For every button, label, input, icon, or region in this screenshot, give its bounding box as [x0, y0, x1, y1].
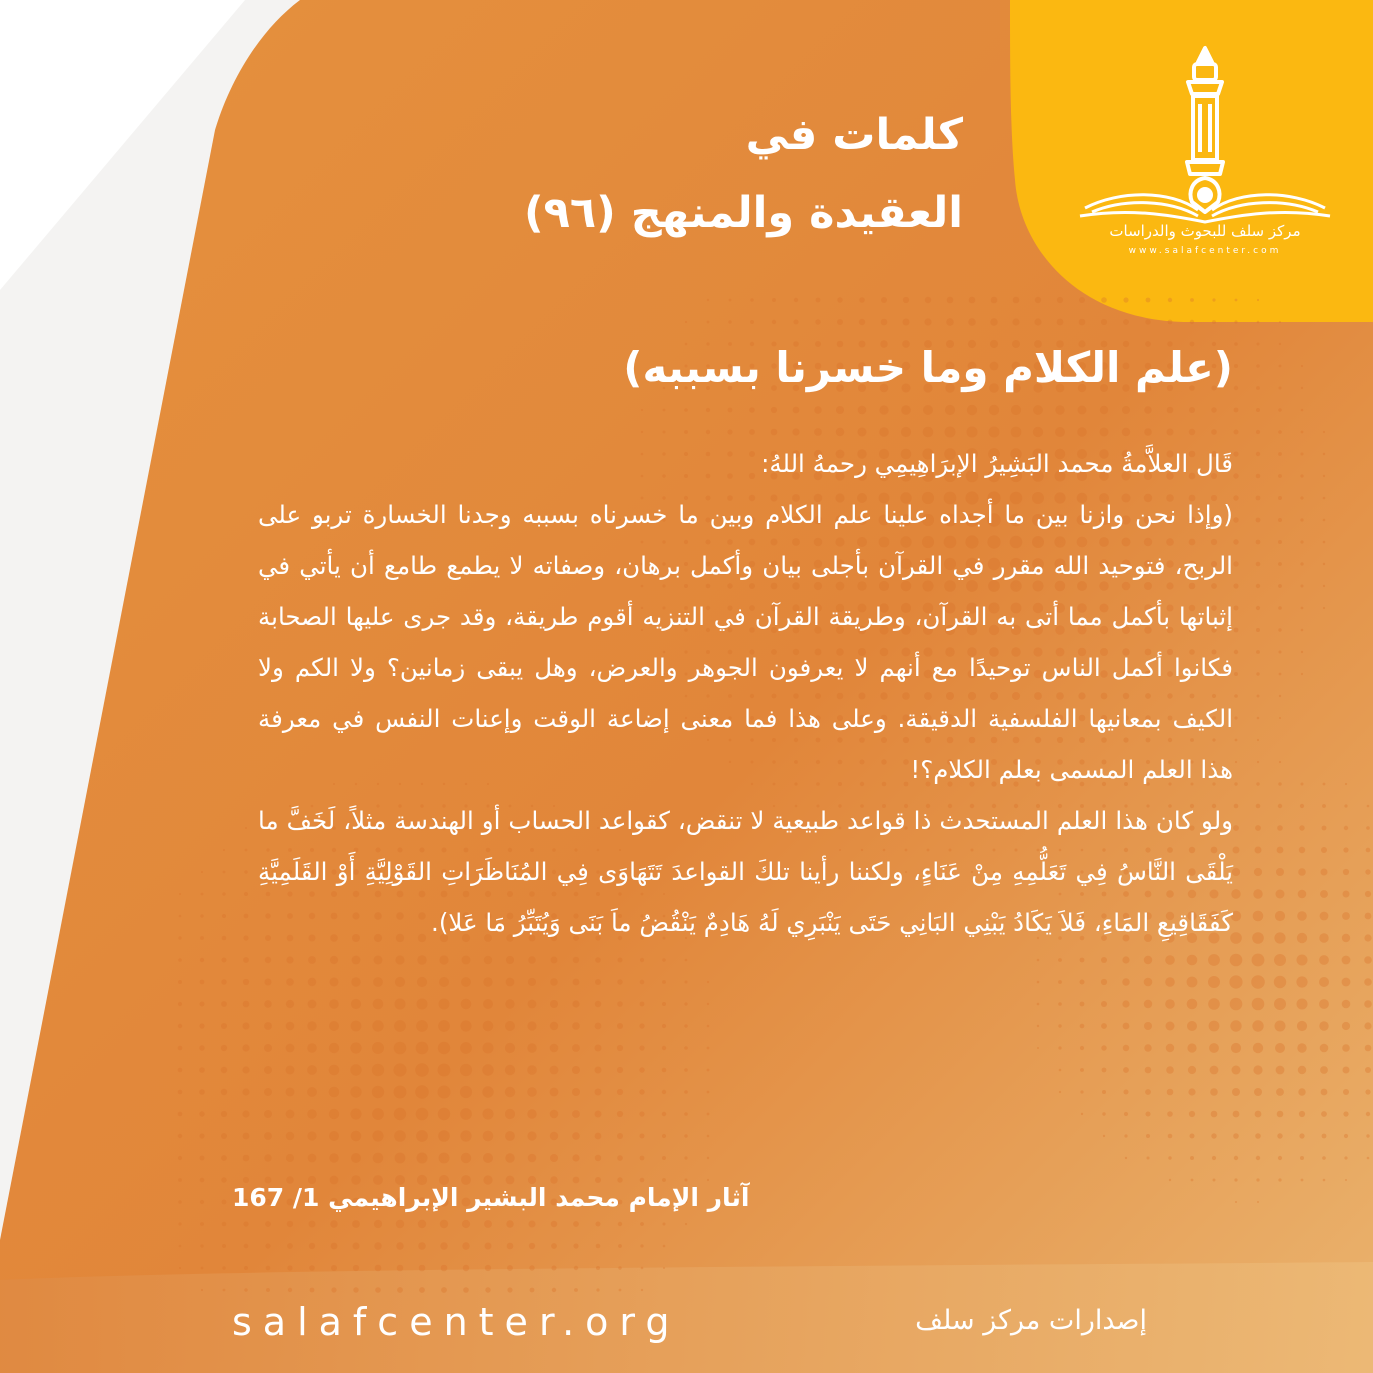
- quote-paragraph-1: (وإذا نحن وازنا بين ما أجداه علينا علم الكلام وبين ما خسرناه بسببه وجدنا الخسارة تربو على الربح، فتوحيد الله مقرر في القرآن بأجلى بيان وأكمل برهان، وصفاته لا يطمع طامع أن يأتي في إثباتها بأكمل مما أتى به القرآن، وطريقة القرآن في التنزيه أقوم طريقة، وقد جرى عليها الصحابة فكانوا أكمل الناس توحيدًا مع أنهم لا يعرفون الجوهر والعرض، وهل يبقى زمانين؟ ولا الكم ولا الكيف بمعانيها الفلسفية الدقيقة. وعلى هذا فما معنى إضاعة الوقت وإعنات النفس في معرفة هذا العلم المسمى بعلم الكلام؟!: [258, 500, 1233, 784]
- article-title: (علم الكلام وما خسرنا بسببه): [623, 343, 1233, 392]
- minaret-book-icon: [1070, 40, 1340, 240]
- logo-url: www.salafcenter.com: [1128, 246, 1282, 256]
- quote-body: [258, 438, 1233, 948]
- series-title: [363, 96, 963, 252]
- source-citation: آثار الإمام محمد البشير الإبراهيمي 1/ 167: [232, 1183, 750, 1212]
- footer-publisher: إصدارات مركز سلف: [915, 1305, 1147, 1336]
- quote-intro: قَال العلاَّمةُ محمد البَشِيرُ الإبرَاهِيمِي رحمهُ اللهُ:: [761, 449, 1233, 478]
- series-title-line1: كلمات في: [745, 110, 963, 160]
- footer-url: salafcenter.org: [232, 1300, 681, 1344]
- series-title-line2: العقيدة والمنهج (٩٦): [524, 188, 963, 238]
- quote-paragraph-2: ولو كان هذا العلم المستحدث ذا قواعد طبيعية لا تنقض، كقواعد الحساب أو الهندسة مثلاً، لَخَفَّ ما يَلْقَى النَّاسُ فِي تَعَلُّمِهِ مِنْ عَنَاءٍ، ولكننا رأينا تلكَ القواعدَ تَتَهَاوَى فِي المُنَاظَرَاتِ القَوْلِيَّةِ أَوْ القَلَمِيَّةِ كَفَقَاقِيعِ المَاءِ، فَلاَ يَكَادُ يَبْنِي البَانِي حَتَى يَنْبَرِي لَهُ هَادِمٌ يَنْقُضُ ماَ بَنَى وَيُتَبِّرُ مَا عَلا).: [258, 806, 1233, 937]
- logo-name: مركز سلف للبحوث والدراسات: [1109, 222, 1301, 240]
- logo: [1070, 40, 1340, 280]
